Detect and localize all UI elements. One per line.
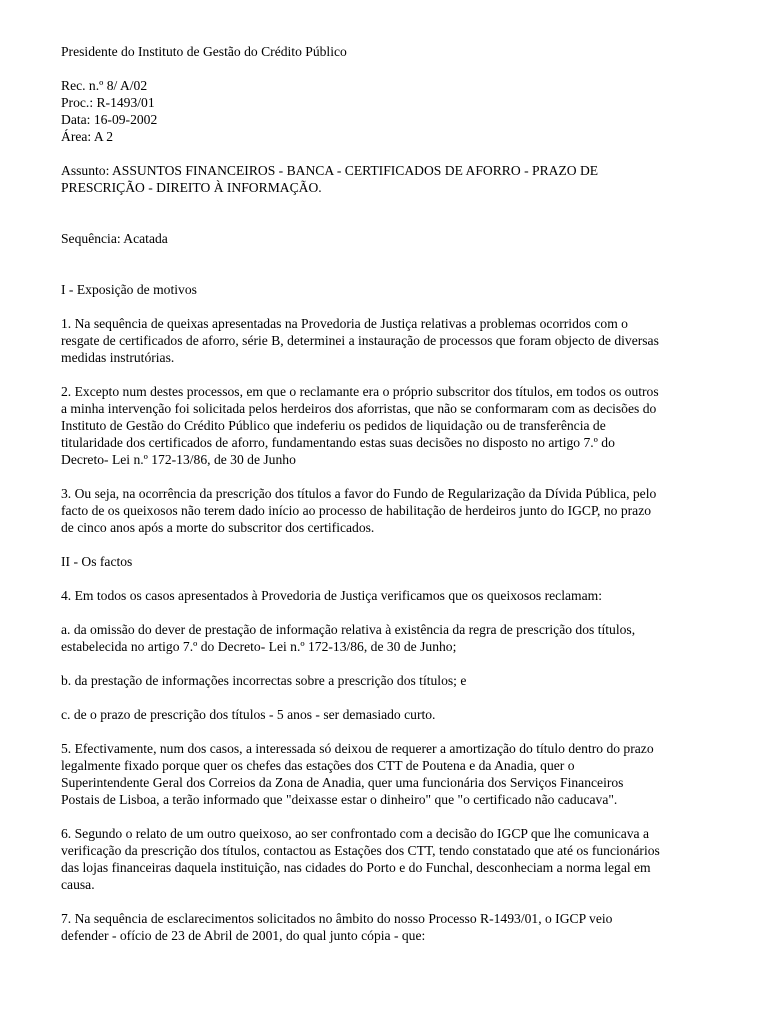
paragraph-line: das lojas financeiras daquela instituição, nas cidades do Porto e do Funchal, desconheciam a norma legal em — [61, 860, 651, 875]
paragraph-5 — [61, 740, 731, 808]
paragraph-line: c. de o prazo de prescrição dos títulos - 5 anos - ser demasiado curto. — [61, 707, 436, 722]
sequence-block — [61, 230, 731, 247]
paragraph-line: a. da omissão do dever de prestação de informação relativa à existência da regra de prescrição dos títulos, — [61, 622, 636, 637]
paragraph-line: Postais de Lisboa, a terão informado que "deixasse estar o dinheiro" que "o certificado não caducava". — [61, 792, 618, 807]
paragraph-line: verificação da prescrição dos títulos, contactou as Estações dos CTT, tendo constatado que até os funcionários — [61, 843, 660, 858]
paragraph-line: Instituto de Gestão do Crédito Público que indeferiu os pedidos de liquidação ou de transferência de — [61, 418, 606, 433]
list-item-b — [61, 672, 731, 689]
meta-area: Área: A 2 — [61, 129, 114, 144]
paragraph-line: 7. Na sequência de esclarecimentos solicitados no âmbito do nosso Processo R-1493/01, o IGCP veio — [61, 911, 613, 926]
subject-line-1: Assunto: ASSUNTOS FINANCEIROS - BANCA - CERTIFICADOS DE AFORRO - PRAZO DE — [61, 163, 599, 178]
paragraph-7 — [61, 910, 731, 944]
sequence-text: Sequência: Acatada — [61, 231, 168, 246]
paragraph-line: 5. Efectivamente, num dos casos, a interessada só deixou de requerer a amortização do título dentro do prazo — [61, 741, 654, 756]
header-org — [61, 43, 731, 60]
paragraph-line: a minha intervenção foi solicitada pelos herdeiros dos aforristas, que não se conformaram com as decisões do — [61, 401, 657, 416]
paragraph-line: titularidade dos certificados de aforro, fundamentando estas suas decisões no disposto no artigo 7.º do — [61, 435, 615, 450]
meta-proc: Proc.: R-1493/01 — [61, 95, 155, 110]
paragraph-line: 4. Em todos os casos apresentados à Provedoria de Justiça verificamos que os queixosos reclamam: — [61, 588, 602, 603]
paragraph-line: facto de os queixosos não terem dado início ao processo de habilitação de herdeiros junto do IGCP, no prazo — [61, 503, 652, 518]
section-title-1-text: I - Exposição de motivos — [61, 282, 197, 297]
subject-line-2: PRESCRIÇÃO - DIREITO À INFORMAÇÃO. — [61, 180, 322, 195]
meta-rec: Rec. n.º 8/ A/02 — [61, 78, 148, 93]
paragraph-line: causa. — [61, 877, 95, 892]
page-cutoff — [0, 958, 770, 1024]
paragraph-line: defender - ofício de 23 de Abril de 2001, do qual junto cópia - que: — [61, 928, 426, 943]
paragraph-line: de cinco anos após a morte do subscritor dos certificados. — [61, 520, 375, 535]
subject-block — [61, 162, 731, 196]
paragraph-line: 6. Segundo o relato de um outro queixoso, ao ser confrontado com a decisão do IGCP que lhe comunicava a — [61, 826, 650, 841]
paragraph-2 — [61, 383, 731, 468]
paragraph-line: Superintendente Geral dos Correios da Zona de Anadia, quer uma funcionária dos Serviços Financeiros — [61, 775, 624, 790]
section-title-2-text: II - Os factos — [61, 554, 133, 569]
meta-date: Data: 16-09-2002 — [61, 112, 158, 127]
paragraph-6 — [61, 825, 731, 893]
paragraph-3 — [61, 485, 731, 536]
header-org-text: Presidente do Instituto de Gestão do Crédito Público — [61, 44, 347, 59]
paragraph-line: b. da prestação de informações incorrectas sobre a prescrição dos títulos; e — [61, 673, 467, 688]
document-page — [61, 43, 731, 978]
paragraph-line: 3. Ou seja, na ocorrência da prescrição dos títulos a favor do Fundo de Regularização da Dívida Pública, pelo — [61, 486, 657, 501]
paragraph-1 — [61, 315, 731, 366]
paragraph-4 — [61, 587, 731, 604]
paragraph-line: Decreto- Lei n.º 172-13/86, de 30 de Junho — [61, 452, 296, 467]
paragraph-line: estabelecida no artigo 7.º do Decreto- Lei n.º 172-13/86, de 30 de Junho; — [61, 639, 457, 654]
meta-block — [61, 77, 731, 145]
paragraph-line: legalmente fixado porque quer os chefes das estações dos CTT de Poutena e da Anadia, quer o — [61, 758, 575, 773]
section-title-2 — [61, 553, 731, 570]
list-item-a — [61, 621, 731, 655]
paragraph-line: 1. Na sequência de queixas apresentadas na Provedoria de Justiça relativas a problemas ocorridos com o — [61, 316, 628, 331]
paragraph-line: medidas instrutórias. — [61, 350, 175, 365]
list-item-c — [61, 706, 731, 723]
section-title-1 — [61, 281, 731, 298]
paragraph-line: 2. Excepto num destes processos, em que o reclamante era o próprio subscritor dos títulos, em todos os outros — [61, 384, 659, 399]
paragraph-line: resgate de certificados de aforro, série B, determinei a instauração de processos que foram objecto de diversas — [61, 333, 659, 348]
